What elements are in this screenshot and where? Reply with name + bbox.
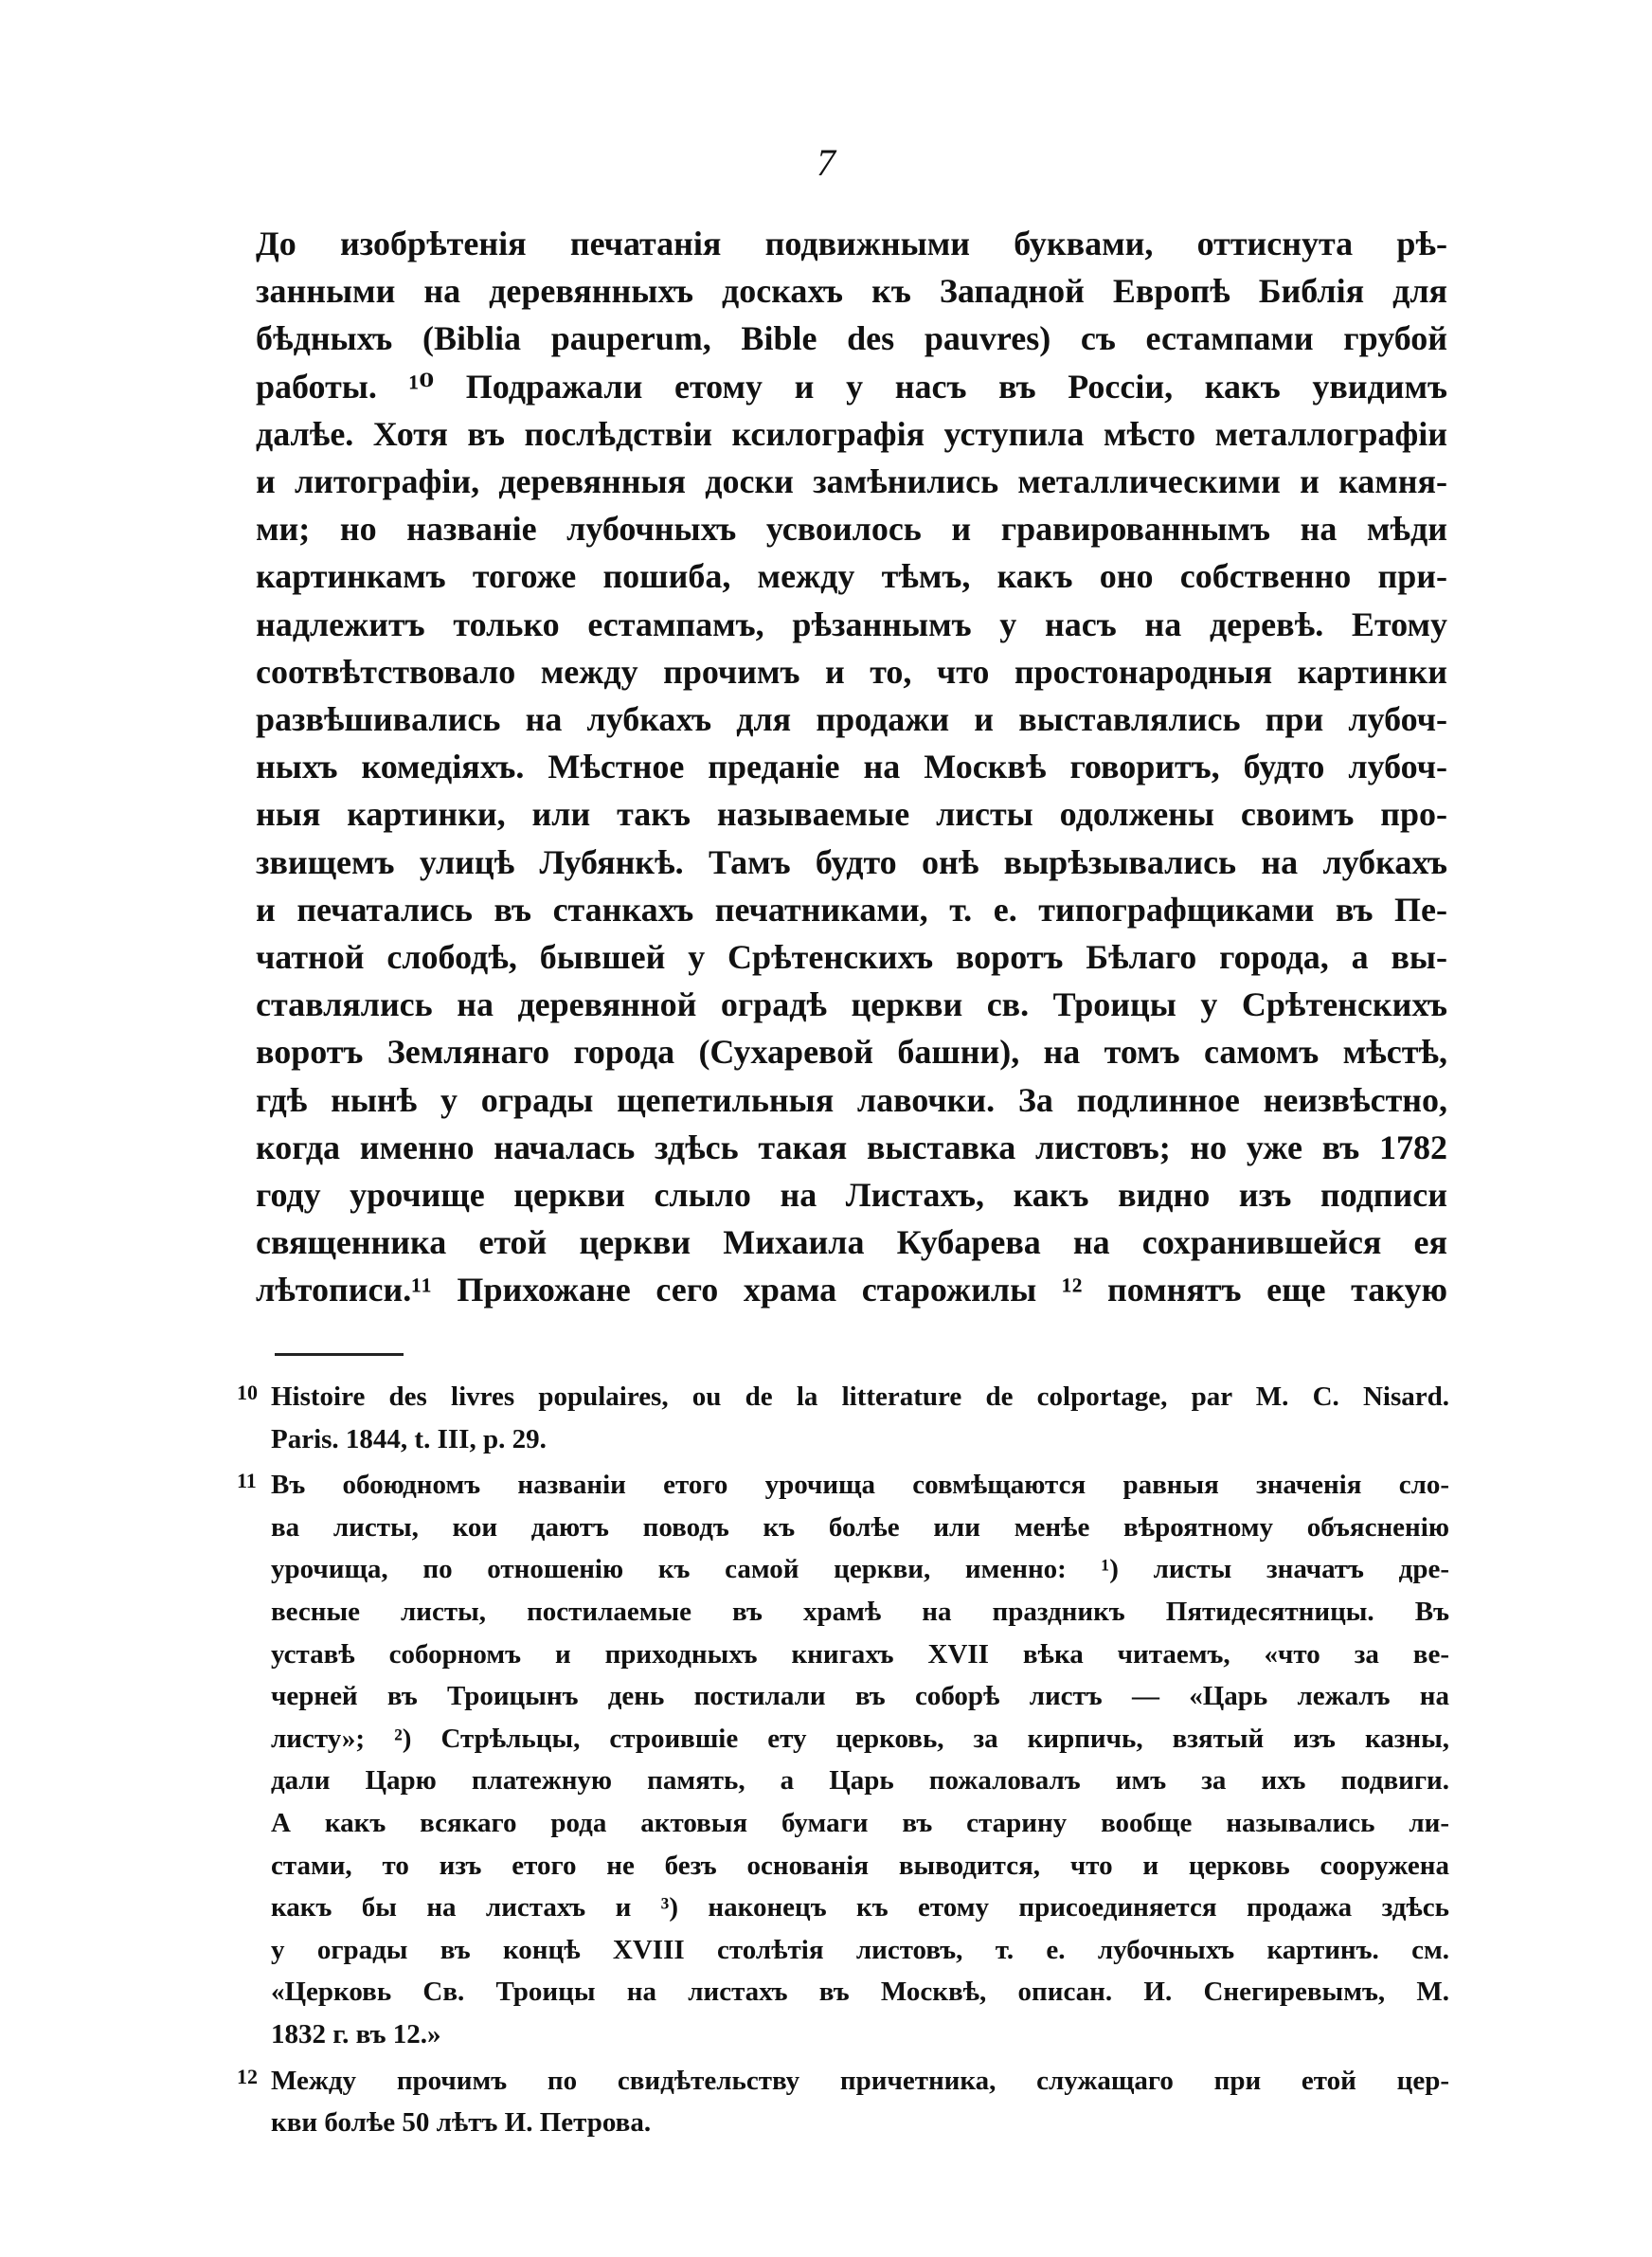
footnote-line: кви болѣе 50 лѣтъ И. Петрова. [271, 2107, 652, 2139]
footnotes [237, 1376, 1449, 2148]
body-line: гдѣ нынѣ у ограды щепетильныя лавочки. За подлинное неизвѣстно, [256, 1080, 1447, 1119]
footnote-line: «Церковь Св. Троицы на листахъ въ Москвѣ, описан. И. Снегиревымъ, М. [271, 1977, 1449, 2008]
footnote-mark: 11 [237, 1469, 257, 1493]
footnote-12 [237, 2060, 1449, 2144]
body-line: лѣтописи.¹¹ Прихожане сего храма старожилы ¹² помнятъ еще такую [256, 1271, 1447, 1309]
body-text [256, 220, 1447, 1314]
footnote-line: Въ обоюдномъ названіи етого урочища совмѣщаются равныя значенія сло- [271, 1470, 1449, 1501]
footnote-line: Histoire des livres populaires, ou de la litterature de colportage, par M. C. Nisard. [271, 1381, 1449, 1412]
body-line: развѣшивались на лубкахъ для продажи и выставлялись при лубоч- [256, 700, 1447, 739]
footnote-line: черней въ Троицынъ день постилали въ соборѣ листъ — «Царь лежалъ на [271, 1681, 1449, 1712]
body-line: ставлялись на деревянной оградѣ церкви св. Троицы у Срѣтенскихъ [256, 985, 1447, 1024]
body-line: чатной слободѣ, бывшей у Срѣтенскихъ воротъ Бѣлаго города, а вы- [256, 938, 1447, 977]
footnote-line: весные листы, постилаемые въ храмѣ на праздникъ Пятидесятницы. Въ [271, 1596, 1449, 1627]
footnote-line: дали Царю платежную память, а Царь пожаловалъ имъ за ихъ подвиги. [271, 1765, 1449, 1797]
body-line: ныя картинки, или такъ называемые листы одолжены своимъ про- [256, 795, 1447, 834]
footnote-line: ва листы, кои даютъ поводъ къ болѣе или менѣе вѣроятному объясненію [271, 1511, 1449, 1543]
body-line: работы. ¹⁰ Подражали етому и у насъ въ Россіи, какъ увидимъ [256, 367, 1447, 406]
body-line: священника етой церкви Михаила Кубарева на сохранившейся ея [256, 1223, 1447, 1262]
body-line: картинкамъ тогоже пошиба, между тѣмъ, какъ оно собственно при- [256, 557, 1447, 596]
footnote-line: 1832 г. въ 12.» [271, 2018, 441, 2049]
footnote-10 [237, 1376, 1449, 1460]
footnote-line: урочища, по отношенію къ самой церкви, именно: ¹) листы значатъ дре- [271, 1554, 1449, 1585]
body-line: и печатались въ станкахъ печатниками, т. е. типографщиками въ Пе- [256, 890, 1447, 929]
footnote-line: какъ бы на листахъ и ³) наконецъ къ етому присоединяется продажа здѣсь [271, 1892, 1449, 1923]
footnote-mark: 10 [237, 1381, 258, 1404]
footnote-line: Между прочимъ по свидѣтельству причетника, служащаго при етой цер- [271, 2065, 1449, 2096]
footnote-line: уставѣ соборномъ и приходныхъ книгахъ XVII вѣка читаемъ, «что за ве- [271, 1638, 1449, 1670]
body-line: ми; но названіе лубочныхъ усвоилось и гравированнымъ на мѣди [256, 510, 1447, 549]
body-line: надлежитъ только естампамъ, рѣзаннымъ у насъ на деревѣ. Етому [256, 605, 1447, 643]
footnote-11 [237, 1464, 1449, 2055]
footnote-line: у ограды въ концѣ XVIII столѣтія листовъ, т. е. лубочныхъ картинъ. см. [271, 1934, 1449, 1965]
body-line: году урочище церкви слыло на Листахъ, какъ видно изъ подписи [256, 1176, 1447, 1215]
footnote-mark: 12 [237, 2064, 258, 2088]
footnote-line: А какъ всякаго рода актовыя бумаги въ старину вообще назывались ли- [271, 1807, 1449, 1838]
body-line: ныхъ комедіяхъ. Мѣстное преданіе на Москвѣ говоритъ, будто лубоч- [256, 748, 1447, 786]
body-line: далѣе. Хотя въ послѣдствіи ксилографія уступила мѣсто металлографіи [256, 414, 1447, 453]
footnote-line: Paris. 1844, t. III, p. 29. [271, 1423, 547, 1454]
body-line: и литографіи, деревянныя доски замѣнились металлическими и камня- [256, 462, 1447, 501]
footnote-line: стами, то изъ етого не безъ основанія выводится, что и церковь сооружена [271, 1850, 1449, 1881]
body-line: звищемъ улицѣ Лубянкѣ. Тамъ будто онѣ вырѣзывались на лубкахъ [256, 842, 1447, 881]
body-line: занными на деревянныхъ доскахъ къ Западной Европѣ Библія для [256, 272, 1447, 311]
body-line: соотвѣтствовало между прочимъ и то, что простонародныя картинки [256, 652, 1447, 691]
body-line: воротъ Землянаго города (Сухаревой башни), на томъ самомъ мѣстѣ, [256, 1033, 1447, 1072]
body-line: когда именно началась здѣсь такая выставка листовъ; но уже въ 1782 [256, 1128, 1447, 1166]
footnote-separator-rule [275, 1353, 404, 1356]
page-number: 7 [817, 141, 835, 184]
footnote-line: листу»; ²) Стрѣльцы, строившіе ету церковь, за кирпичь, взятый изъ казны, [271, 1723, 1449, 1754]
body-line: До изобрѣтенія печатанія подвижными буквами, оттиснута рѣ- [256, 225, 1447, 262]
body-line: бѣдныхъ (Biblia pauperum, Bible des pauvres) съ естампами грубой [256, 319, 1447, 358]
